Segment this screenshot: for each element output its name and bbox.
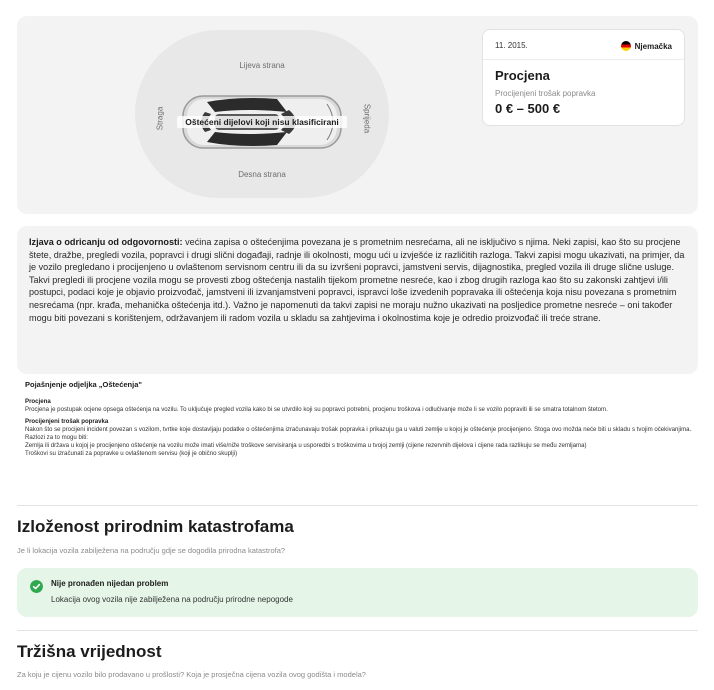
disaster-status-box [17,568,698,617]
side-label-front: Sprijeda [362,103,372,134]
estimate-card [482,29,685,126]
market-section-subtitle: Za koju je cijenu vozilo bilo prodavano u prošlosti? Koja je prosječna cijena vozila ovog godišta i modela? [17,670,366,679]
estimate-title: Procjena [495,68,550,83]
side-label-rear: Straga [155,106,165,131]
status-text: Lokacija ovog vozila nije zabilježena na području prirodne nepogode [51,595,293,604]
estimate-country [621,41,672,51]
disaster-section-subtitle: Je li lokacija vozila zabilježena na području gdje se dogodila prirodna katastrofa? [17,546,286,555]
side-label-left: Lijeva strana [239,61,285,70]
estimate-value: 0 € – 500 € [495,101,561,116]
damage-caption: Oštećeni dijelovi koji nisu klasificirani [177,116,347,128]
estimate-divider [483,59,684,60]
damage-card [17,16,698,214]
explanation-text-estimate: Procjena je postupak ocjene opsega oštećenja na vozilu. To uključuje pregled vozila kako bi se utvrdilo koji su popravci potrebni, procjenu troškova i odlučivanje može li se vozilo popraviti ili se smatra totalnom štetom. [25,405,608,413]
explanation-text-cost: Nakon što se procijeni incident povezan s vozilom, tvrtke koje dostavljaju podatke o oštećenjima izračunavaju trošak popravka i prikazuju ga u valuti zemlje u kojoj je oštećenje procijenjeno. Stoga ovo možda neće biti u skladu s tvojim očekivanjima. Razlozi za to mogu biti: [25,426,692,441]
estimate-date: 11. 2015. [495,41,528,50]
disclaimer-box [17,226,698,374]
check-circle-icon [30,580,43,593]
section-divider [17,505,698,506]
germany-flag-icon [621,41,631,51]
disclaimer-lead: Izjava o odricanju od odgovornosti: [29,237,183,247]
explanation-title: Pojašnjenje odjeljka „Oštećenja" [25,380,142,389]
market-section-title: Tržišna vrijednost [17,642,162,661]
side-label-right: Desna strana [238,170,286,179]
disaster-section-title: Izloženost prirodnim katastrofama [17,517,294,536]
explanation-heading-estimate: Procjena [25,397,51,405]
damage-explanation [25,381,693,457]
explanation-reason-service: Troškovi su izračunati za popravke u ovlaštenom servisu (koji je obično skuplji) [25,449,238,457]
estimate-subtitle: Procijenjeni trošak popravka [495,89,596,98]
status-title: Nije pronađen nijedan problem [51,579,169,588]
explanation-reason-country: Zemlja ili država u kojoj je procijenjeno oštećenje na vozilu može imati više/niže troškove servisiranja u usporedbi s troškovima u tvojoj zemlji (cijene rezervnih dijelova i cijene rada razlikuju se među zemljama) [25,441,587,449]
country-label: Njemačka [634,41,672,51]
damage-diagram [135,30,389,198]
disclaimer-text: većina zapisa o oštećenjima povezana je s prometnim nesrećama, ali ne isključivo s njima. Neki zapisi, kao što su procjene štete, dražbe, pregledi vozila, popravci i drugi slični događaji, radnje ili okolnosti, mogu ući u izvješće iz različitih razloga. Takvi zapisi mogu ukazivati, na primjer, da je vozilo pregledano i procijenjeno u ovlaštenom servisnom centru ili da su izvršeni popravci, jamstveni servis, dijagnostika, pregled vozila ili druge slične usluge. Takvi pregledi ili procjene vozila mogu se provesti zbog oštećenja nastalih tijekom prometne nesreće, kao i zbog drugih razloga kao što su zakonski zahtjevi i/ili postupci, podaci koje je objavio proizvođač, jamstveni ili izvanjamstveni popravci, ispravci loše izvedenih popravaka ili oštećenja koja nisu povezana s prometnim nesrećama (npr. krađa, mehanička oštećenja itd.). Važno je napomenuti da takvi zapisi ne moraju nužno ukazivati na posljedice prometne nesreće – oni također mogu biti povezani s korištenjem, održavanjem ili radom vozila u skladu sa zahtjevima i okolnostima koje je odredio proizvođač ili treće strane. [29,237,685,323]
explanation-heading-cost: Procijenjeni trošak popravka [25,418,109,426]
section-divider [17,630,698,631]
